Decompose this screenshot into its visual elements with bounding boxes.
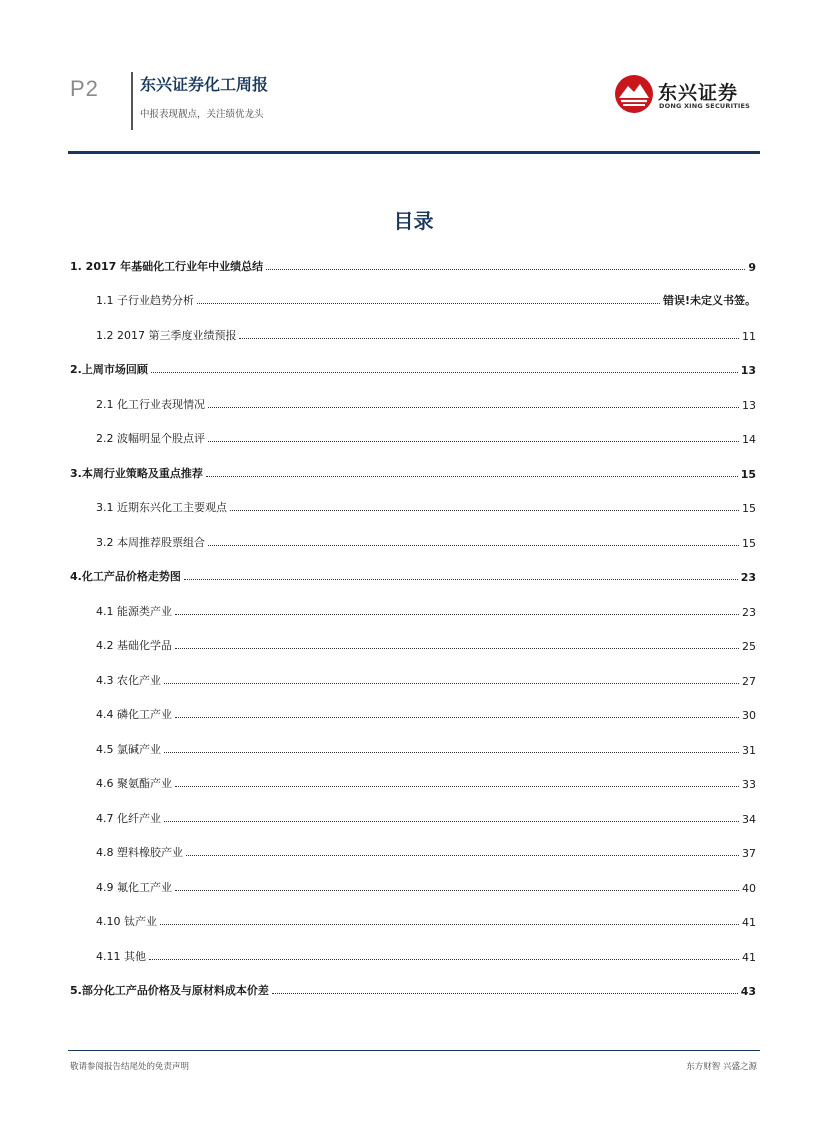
toc-leader — [208, 545, 739, 546]
toc-entry-4-10[interactable] — [70, 909, 756, 929]
toc-entry-1[interactable] — [70, 254, 756, 274]
toc-leader — [206, 476, 738, 477]
toc-entry-4-8[interactable] — [70, 840, 756, 860]
footer-slogan: 东方财智 兴盛之源 — [686, 1062, 757, 1072]
toc-entry-4[interactable] — [70, 564, 756, 584]
toc-entry-page: 15 — [740, 468, 756, 481]
toc-entry-page: 37 — [742, 847, 756, 860]
toc-entry-2-2[interactable] — [70, 426, 756, 446]
toc-leader — [239, 338, 739, 339]
logo-mark-icon — [614, 74, 654, 114]
footer-disclaimer: 敬请参阅报告结尾处的免责声明 — [70, 1062, 190, 1072]
toc-entry-label: 4.3 农化产业 — [96, 674, 161, 687]
toc-entry-page: 14 — [742, 433, 756, 446]
toc-leader — [197, 303, 660, 304]
toc-entry-4-7[interactable] — [70, 806, 756, 826]
toc-entry-1-2[interactable] — [70, 323, 756, 343]
toc-leader — [149, 959, 739, 960]
report-title: 东兴证券化工周报 — [140, 75, 269, 94]
toc-entry-page-error: 错误!未定义书签。 — [662, 294, 756, 307]
toc-leader — [184, 579, 738, 580]
toc-entry-label: 4.9 氟化工产业 — [96, 881, 172, 894]
toc-entry-label: 1.2 2017 第三季度业绩预报 — [96, 329, 237, 342]
toc-entry-label: 4.6 聚氨酯产业 — [96, 777, 172, 790]
toc-leader — [164, 821, 739, 822]
toc-entry-label: 4.11 其他 — [96, 950, 146, 963]
toc-leader — [230, 510, 739, 511]
toc-entry-4-3[interactable] — [70, 668, 756, 688]
toc-entry-page: 41 — [742, 951, 756, 964]
logo-name-en: DONG XING SECURITIES — [659, 102, 750, 110]
toc-entry-label: 4.10 钛产业 — [96, 915, 157, 928]
logo-name-cn: 东兴证券 — [658, 82, 739, 104]
toc-entry-4-11[interactable] — [70, 944, 756, 964]
report-subtitle: 中报表现靓点，关注绩优龙头 — [140, 109, 264, 120]
toc-title: 目录 — [393, 209, 434, 233]
toc-entry-label: 3.1 近期东兴化工主要观点 — [96, 501, 227, 514]
toc-leader — [175, 786, 739, 787]
header-divider — [131, 72, 133, 130]
toc-entry-page: 31 — [742, 744, 756, 757]
toc-entry-label: 2.上周市场回顾 — [70, 363, 148, 376]
toc-entry-page: 13 — [740, 364, 756, 377]
toc-entry-3-1[interactable] — [70, 495, 756, 515]
toc-entry-label: 2.1 化工行业表现情况 — [96, 398, 205, 411]
toc-entry-page: 23 — [742, 606, 756, 619]
page-number: P2 — [70, 76, 99, 101]
toc-leader — [160, 924, 739, 925]
toc-entry-page: 34 — [742, 813, 756, 826]
toc-entry-page: 15 — [742, 502, 756, 515]
toc-entry-page: 25 — [742, 640, 756, 653]
toc-entry-1-1[interactable] — [70, 288, 756, 308]
toc-entry-4-2[interactable] — [70, 633, 756, 653]
toc-entry-4-6[interactable] — [70, 771, 756, 791]
toc-entry-label: 3.2 本周推荐股票组合 — [96, 536, 205, 549]
toc-entry-label: 5.部分化工产品价格及与原材料成本价差 — [70, 984, 269, 997]
header-rule — [68, 151, 760, 154]
toc-leader — [186, 855, 739, 856]
toc-leader — [175, 717, 739, 718]
footer-rule — [68, 1050, 760, 1051]
toc-entry-page: 30 — [742, 709, 756, 722]
toc-leader — [175, 890, 739, 891]
toc-leader — [208, 441, 739, 442]
toc-entry-label: 4.7 化纤产业 — [96, 812, 161, 825]
toc-leader — [164, 683, 739, 684]
toc-leader — [272, 993, 738, 994]
toc-entry-label: 4.2 基础化学品 — [96, 639, 172, 652]
toc-entry-page: 41 — [742, 916, 756, 929]
toc-leader — [208, 407, 739, 408]
toc-entry-label: 4.1 能源类产业 — [96, 605, 172, 618]
toc-entry-label: 4.5 氯碱产业 — [96, 743, 161, 756]
toc-entry-2-1[interactable] — [70, 392, 756, 412]
toc-entry-4-9[interactable] — [70, 875, 756, 895]
toc-leader — [266, 269, 745, 270]
toc-entry-label: 4.4 磷化工产业 — [96, 708, 172, 721]
toc-entry-3-2[interactable] — [70, 530, 756, 550]
toc-entry-page: 27 — [742, 675, 756, 688]
toc-entry-5[interactable] — [70, 978, 756, 998]
toc-entry-label: 1. 2017 年基础化工行业年中业绩总结 — [70, 260, 264, 273]
toc-entry-2[interactable] — [70, 357, 756, 377]
toc-entry-4-4[interactable] — [70, 702, 756, 722]
toc-entry-page: 15 — [742, 537, 756, 550]
toc-entry-page: 43 — [740, 985, 756, 998]
toc-entry-page: 13 — [742, 399, 756, 412]
toc-entry-4-5[interactable] — [70, 737, 756, 757]
toc-leader — [175, 648, 739, 649]
toc-entry-label: 1.1 子行业趋势分析 — [96, 294, 194, 307]
toc-entry-page: 33 — [742, 778, 756, 791]
toc-leader — [164, 752, 739, 753]
toc-entry-4-1[interactable] — [70, 599, 756, 619]
toc-leader — [151, 372, 738, 373]
toc-entry-page: 9 — [748, 261, 756, 274]
toc-entry-3[interactable] — [70, 461, 756, 481]
toc-entry-label: 4.8 塑料橡胶产业 — [96, 846, 183, 859]
toc-entry-page: 11 — [742, 330, 756, 343]
toc-entry-page: 23 — [740, 571, 756, 584]
toc-entry-label: 3.本周行业策略及重点推荐 — [70, 467, 203, 480]
toc-entry-label: 2.2 波幅明显个股点评 — [96, 432, 205, 445]
company-logo — [614, 74, 754, 114]
toc-entry-page: 40 — [742, 882, 756, 895]
toc-entry-label: 4.化工产品价格走势图 — [70, 570, 181, 583]
toc-leader — [175, 614, 739, 615]
